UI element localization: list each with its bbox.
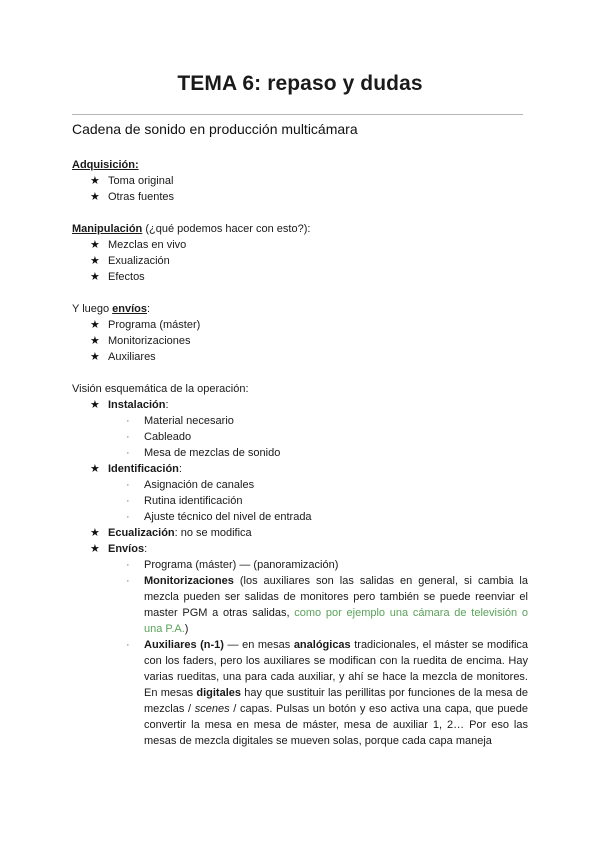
adquisicion-list: [72, 173, 174, 205]
list-item: · Programa (máster) — (panoramización): [72, 557, 528, 573]
list-item: · Rutina identificación: [72, 493, 528, 509]
section-title: Cadena de sonido en producción multicámara: [72, 121, 358, 137]
auxiliares-text-3: hay que sustituir las perillitas por funciones de la mesa de mezclas /: [144, 687, 529, 715]
manipulacion-block: [72, 221, 310, 285]
list-item: ★ Monitorizaciones: [72, 333, 200, 349]
ecualizacion-item: [72, 525, 528, 541]
instalacion-sublist: [72, 413, 528, 461]
list-item: ★ Programa (máster): [72, 317, 200, 333]
adquisicion-block: [72, 157, 174, 205]
envios-list: [72, 317, 200, 365]
envios-colon: :: [147, 303, 151, 315]
manipulacion-note: (¿qué podemos hacer con esto?):: [142, 223, 311, 235]
ecualizacion-text: : no se modifica: [174, 527, 252, 539]
list-item: · Material necesario: [72, 413, 528, 429]
list-item: ★ Efectos: [72, 269, 310, 285]
auxiliares-item: [72, 637, 528, 749]
auxiliares-label: Auxiliares (n-1): [144, 639, 224, 651]
title-divider: [72, 114, 523, 115]
monitorizaciones-paragraph: [144, 573, 528, 637]
identificacion-colon: :: [178, 463, 182, 475]
manipulacion-list: [72, 237, 310, 285]
monitorizaciones-end: ): [184, 623, 189, 635]
auxiliares-text-1: — en mesas: [223, 639, 294, 651]
monitorizaciones-item: [72, 573, 528, 637]
instalacion-colon: :: [165, 399, 169, 411]
envios-op-label: Envíos: [108, 543, 145, 555]
list-item: ★ Auxiliares: [72, 349, 200, 365]
envios-op-item: [72, 541, 528, 749]
adquisicion-heading: Adquisición:: [72, 159, 139, 171]
envios-pre: Y luego: [72, 303, 113, 315]
auxiliares-italic-scenes: scenes: [194, 703, 230, 715]
list-item: · Cableado: [72, 429, 528, 445]
auxiliares-bold-analogicas: analógicas: [293, 639, 351, 651]
instalacion-item: [72, 397, 528, 461]
manipulacion-heading: Manipulación: [72, 223, 143, 235]
envios-op-sublist: [72, 557, 528, 749]
vision-heading: Visión esquemática de la operación:: [72, 383, 249, 395]
monitorizaciones-highlight: como por ejemplo una cámara de televisión o una P.A.: [144, 607, 528, 635]
identificacion-label: Identificación: [108, 463, 179, 475]
page-title: TEMA 6: repaso y dudas: [177, 72, 423, 95]
ecualizacion-label: Ecualización: [108, 527, 175, 539]
auxiliares-text-4: / capas. Pulsas un botón y eso activa una capa, que puede convertir la mesa en mesa de máster, mesa de auxiliar 1, 2… Por eso las mesas de mezcla digitales se mueven solas, porque cada capa maneja: [144, 703, 528, 747]
list-item: ★ Toma original: [72, 173, 174, 189]
identificacion-sublist: [72, 477, 528, 525]
list-item: · Mesa de mezclas de sonido: [72, 445, 528, 461]
list-item: ★ Otras fuentes: [72, 189, 174, 205]
list-item: ★ Exualización: [72, 253, 310, 269]
monitorizaciones-label: Monitorizaciones: [144, 575, 234, 587]
vision-block: [72, 381, 528, 749]
envios-op-colon: :: [144, 543, 148, 555]
auxiliares-text-2: tradicionales, el máster se modifica con los faders, pero los auxiliares se modifican con la ruedita de encima. Hay varias rueditas, una para cada auxiliar, y ahí se hace la mezcla de monitores. En mesas: [144, 639, 528, 699]
vision-list: [72, 397, 528, 749]
envios-block: [72, 301, 200, 365]
auxiliares-paragraph: [144, 637, 528, 749]
monitorizaciones-text: (los auxiliares son las salidas en general, si cambia la mezcla pueden ser salidas de monitores pero también se puede reenviar el master PGM a otras salidas,: [144, 575, 528, 619]
list-item: · Ajuste técnico del nivel de entrada: [72, 509, 528, 525]
list-item: ★ Mezclas en vivo: [72, 237, 310, 253]
auxiliares-bold-digitales: digitales: [196, 687, 241, 699]
envios-heading: envíos: [112, 303, 148, 315]
identificacion-item: [72, 461, 528, 525]
list-item: · Asignación de canales: [72, 477, 528, 493]
instalacion-label: Instalación: [108, 399, 166, 411]
